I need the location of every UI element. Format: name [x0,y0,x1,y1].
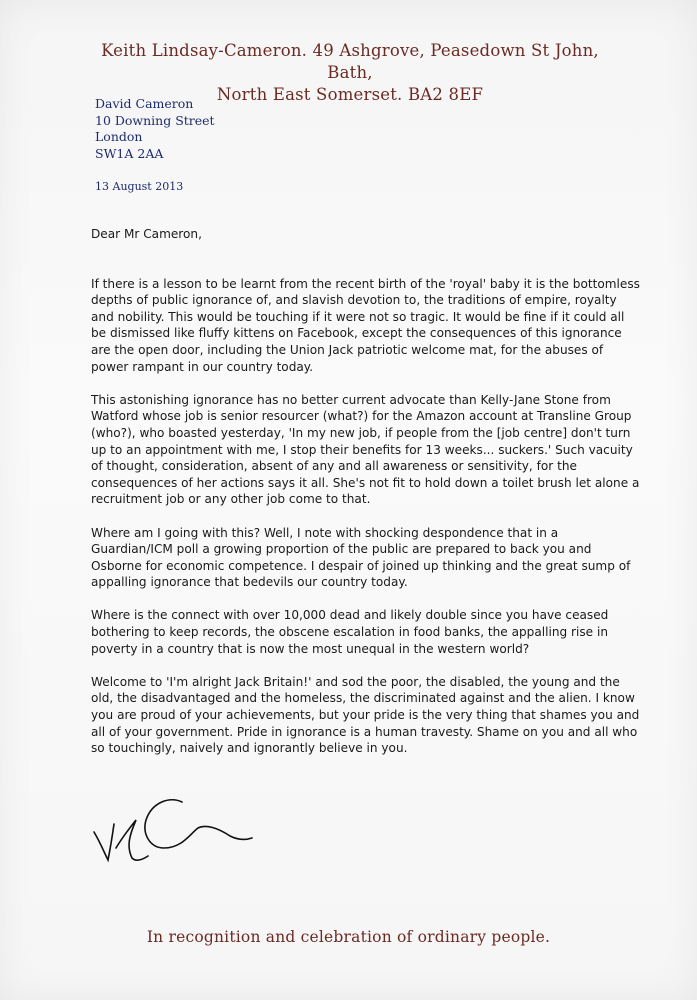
recipient-address [95,96,215,162]
letterhead-line-1: Keith Lindsay-Cameron. 49 Ashgrove, Peasedown St John, Bath, [101,41,599,82]
letter-date: 13 August 2013 [95,180,184,193]
footer-tagline: In recognition and celebration of ordinary people. [146,928,551,946]
letterhead-line-2: North East Somerset. BA2 8EF [216,85,484,104]
letter-body [91,226,641,773]
recipient-name: David Cameron [95,96,194,111]
paragraph: This astonishing ignorance has no better current advocate than Kelly-Jane Stone from Watford whose job is senior resourcer (what?) for the Amazon account at Transline Group (who?), who boasted yesterday, 'In my new job, if people from the [job centre] don't turn up to an appointment with me, I stop their benefits for 13 weeks... suckers.' Such vacuity of thought, consideration, absent of any and all awareness or sensitivity, for the consequences of her actions says it all. She's not fit to hold down a toilet brush let alone a recruitment job or any other job come to that. [91,392,640,507]
recipient-street: 10 Downing Street [95,112,215,128]
signature [86,790,256,870]
salutation: Dear Mr Cameron, [91,227,202,241]
recipient-postcode: SW1A 2AA [95,145,164,161]
recipient-city: London [95,129,143,144]
paragraph: Welcome to 'I'm alright Jack Britain!' and sod the poor, the disabled, the young and the old, the disadvantaged and the homeless, the discriminated against and the alien. I know you are proud of your achievements, but your pride is the very thing that shames you and all of your government. Pride in ignorance is a human travesty. Shame on you and all who so touchingly, naively and ignorantly believe in you. [91,674,640,756]
paragraph: Where is the connect with over 10,000 dead and likely double since you have ceased bothering to keep records, the obscene escalation in food banks, the appalling rise in poverty in a country that is now the most unequal in the western world? [91,608,609,656]
paragraph: If there is a lesson to be learnt from the recent birth of the 'royal' baby it is the bottomless depths of public ignorance of, and slavish devotion to, the traditions of empire, royalty and nobility. This would be touching if it were not so tragic. It would be fine if it could all be dismissed like fluffy kittens on Facebook, except the consequences of this ignorance are the open door, including the Union Jack patriotic welcome mat, for the abuses of power rampant in our country today. [91,276,640,374]
paragraph: Where am I going with this? Well, I note with shocking despondence that in a Guardian/ICM poll a growing proportion of the public are prepared to back you and Osborne for economic competence. I despair of joined up thinking and the great sump of appalling ignorance that bedevils our country today. [91,525,631,590]
